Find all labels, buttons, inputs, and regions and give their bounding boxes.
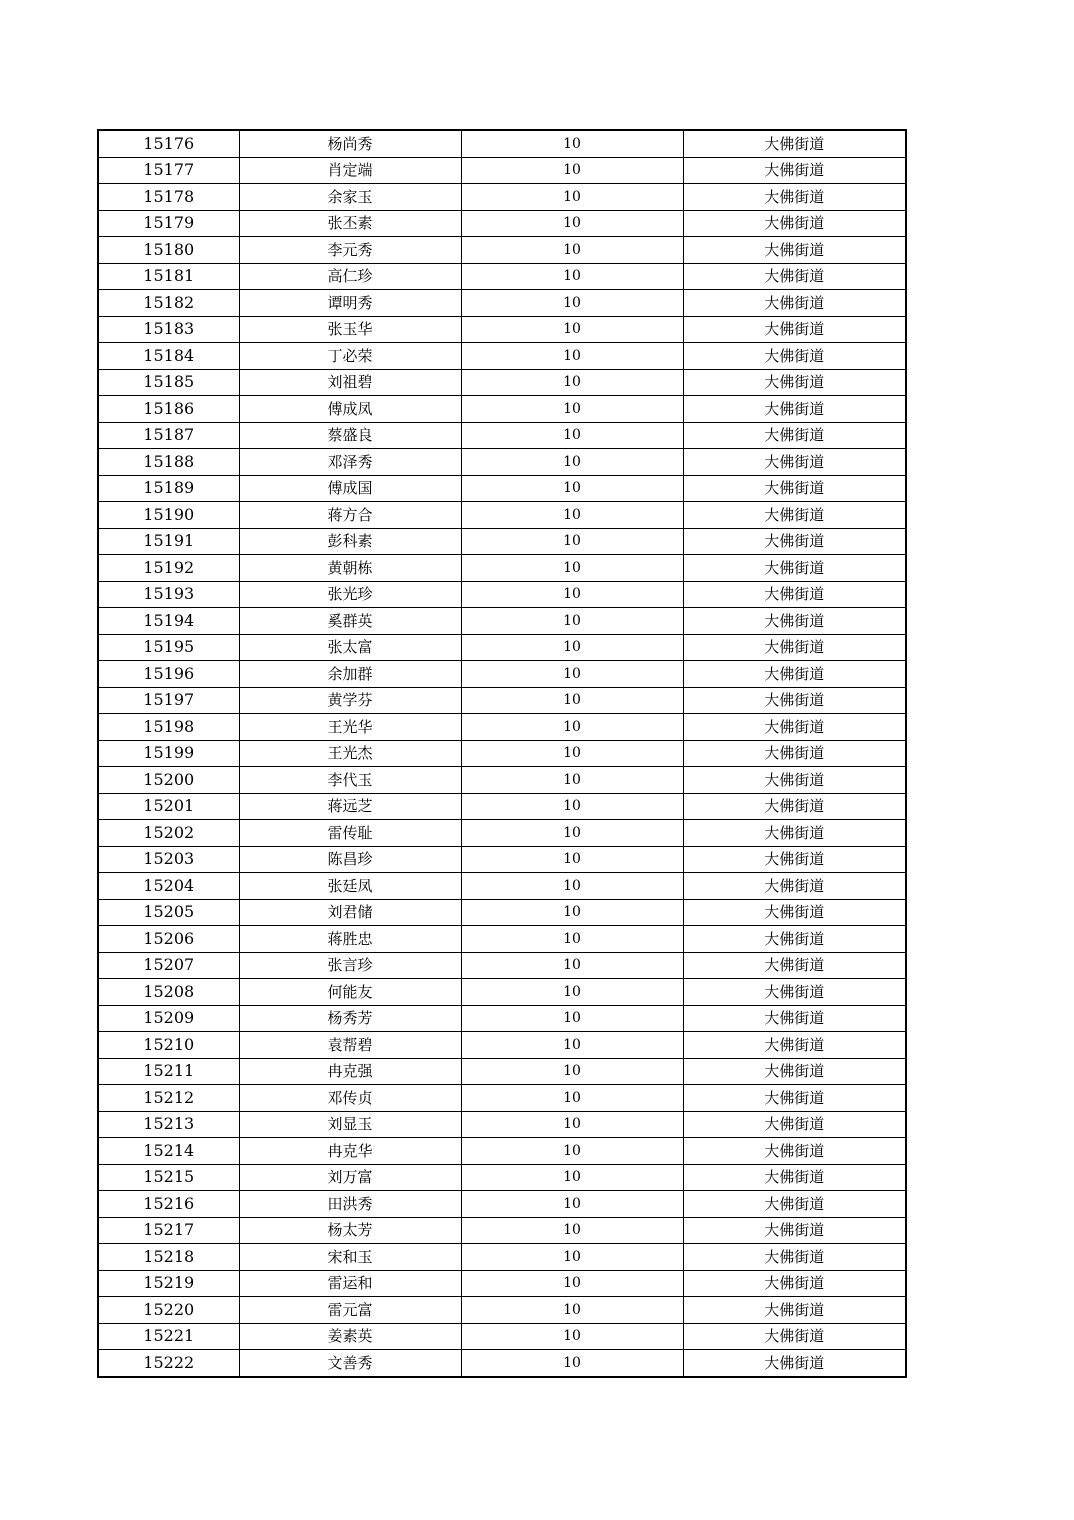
record-id-cell: 15188 [98, 449, 239, 476]
record-id-cell: 15198 [98, 714, 239, 741]
table-row [98, 873, 906, 900]
table-row [98, 714, 906, 741]
street-cell: 大佛街道 [683, 502, 906, 529]
street-cell: 大佛街道 [683, 210, 906, 237]
record-id-cell: 15219 [98, 1270, 239, 1297]
table-row [98, 343, 906, 370]
table-row [98, 1270, 906, 1297]
person-name-cell: 冉克强 [239, 1058, 461, 1085]
table-row [98, 210, 906, 237]
amount-cell: 10 [461, 952, 683, 979]
street-cell: 大佛街道 [683, 1217, 906, 1244]
table-row [98, 1217, 906, 1244]
person-name-cell: 邓传贞 [239, 1085, 461, 1112]
street-cell: 大佛街道 [683, 820, 906, 847]
record-id-cell: 15195 [98, 634, 239, 661]
table-row [98, 634, 906, 661]
table-row [98, 1005, 906, 1032]
record-id-cell: 15187 [98, 422, 239, 449]
amount-cell: 10 [461, 661, 683, 688]
amount-cell: 10 [461, 1138, 683, 1165]
record-id-cell: 15212 [98, 1085, 239, 1112]
table-row [98, 926, 906, 953]
table-row [98, 396, 906, 423]
street-cell: 大佛街道 [683, 396, 906, 423]
record-id-cell: 15181 [98, 263, 239, 290]
record-id-cell: 15222 [98, 1350, 239, 1377]
table-row [98, 1350, 906, 1377]
amount-cell: 10 [461, 793, 683, 820]
record-id-cell: 15220 [98, 1297, 239, 1324]
records-table-body [98, 130, 906, 1377]
person-name-cell: 文善秀 [239, 1350, 461, 1377]
person-name-cell: 田洪秀 [239, 1191, 461, 1218]
person-name-cell: 杨太芳 [239, 1217, 461, 1244]
record-id-cell: 15208 [98, 979, 239, 1006]
table-row [98, 767, 906, 794]
amount-cell: 10 [461, 740, 683, 767]
record-id-cell: 15189 [98, 475, 239, 502]
person-name-cell: 张言珍 [239, 952, 461, 979]
amount-cell: 10 [461, 422, 683, 449]
street-cell: 大佛街道 [683, 237, 906, 264]
amount-cell: 10 [461, 502, 683, 529]
person-name-cell: 张光珍 [239, 581, 461, 608]
amount-cell: 10 [461, 926, 683, 953]
amount-cell: 10 [461, 1217, 683, 1244]
record-id-cell: 15204 [98, 873, 239, 900]
amount-cell: 10 [461, 290, 683, 317]
amount-cell: 10 [461, 820, 683, 847]
person-name-cell: 王光杰 [239, 740, 461, 767]
table-row [98, 1111, 906, 1138]
person-name-cell: 丁必荣 [239, 343, 461, 370]
person-name-cell: 李代玉 [239, 767, 461, 794]
amount-cell: 10 [461, 1323, 683, 1350]
person-name-cell: 余家玉 [239, 184, 461, 211]
record-id-cell: 15183 [98, 316, 239, 343]
person-name-cell: 雷运和 [239, 1270, 461, 1297]
record-id-cell: 15196 [98, 661, 239, 688]
person-name-cell: 高仁珍 [239, 263, 461, 290]
person-name-cell: 李元秀 [239, 237, 461, 264]
person-name-cell: 宋和玉 [239, 1244, 461, 1271]
person-name-cell: 张玉华 [239, 316, 461, 343]
street-cell: 大佛街道 [683, 1323, 906, 1350]
record-id-cell: 15203 [98, 846, 239, 873]
table-row [98, 475, 906, 502]
person-name-cell: 冉克华 [239, 1138, 461, 1165]
table-row [98, 502, 906, 529]
person-name-cell: 傅成国 [239, 475, 461, 502]
street-cell: 大佛街道 [683, 767, 906, 794]
street-cell: 大佛街道 [683, 369, 906, 396]
amount-cell: 10 [461, 1270, 683, 1297]
person-name-cell: 雷传耻 [239, 820, 461, 847]
table-row [98, 184, 906, 211]
street-cell: 大佛街道 [683, 184, 906, 211]
record-id-cell: 15182 [98, 290, 239, 317]
street-cell: 大佛街道 [683, 979, 906, 1006]
street-cell: 大佛街道 [683, 316, 906, 343]
street-cell: 大佛街道 [683, 846, 906, 873]
person-name-cell: 谭明秀 [239, 290, 461, 317]
record-id-cell: 15186 [98, 396, 239, 423]
table-row [98, 793, 906, 820]
street-cell: 大佛街道 [683, 952, 906, 979]
record-id-cell: 15185 [98, 369, 239, 396]
amount-cell: 10 [461, 263, 683, 290]
person-name-cell: 杨尚秀 [239, 130, 461, 157]
amount-cell: 10 [461, 846, 683, 873]
record-id-cell: 15194 [98, 608, 239, 635]
person-name-cell: 袁帮碧 [239, 1032, 461, 1059]
amount-cell: 10 [461, 634, 683, 661]
table-row [98, 290, 906, 317]
record-id-cell: 15179 [98, 210, 239, 237]
record-id-cell: 15197 [98, 687, 239, 714]
record-id-cell: 15218 [98, 1244, 239, 1271]
street-cell: 大佛街道 [683, 661, 906, 688]
record-id-cell: 15184 [98, 343, 239, 370]
amount-cell: 10 [461, 555, 683, 582]
person-name-cell: 张丕素 [239, 210, 461, 237]
street-cell: 大佛街道 [683, 714, 906, 741]
street-cell: 大佛街道 [683, 1244, 906, 1271]
street-cell: 大佛街道 [683, 1111, 906, 1138]
street-cell: 大佛街道 [683, 608, 906, 635]
person-name-cell: 雷元富 [239, 1297, 461, 1324]
table-row [98, 555, 906, 582]
table-row [98, 740, 906, 767]
person-name-cell: 彭科素 [239, 528, 461, 555]
person-name-cell: 蒋远芝 [239, 793, 461, 820]
record-id-cell: 15215 [98, 1164, 239, 1191]
street-cell: 大佛街道 [683, 475, 906, 502]
record-id-cell: 15213 [98, 1111, 239, 1138]
record-id-cell: 15217 [98, 1217, 239, 1244]
record-id-cell: 15202 [98, 820, 239, 847]
table-row [98, 846, 906, 873]
table-row [98, 316, 906, 343]
amount-cell: 10 [461, 608, 683, 635]
street-cell: 大佛街道 [683, 740, 906, 767]
person-name-cell: 黄学芬 [239, 687, 461, 714]
street-cell: 大佛街道 [683, 1058, 906, 1085]
person-name-cell: 刘显玉 [239, 1111, 461, 1138]
street-cell: 大佛街道 [683, 528, 906, 555]
amount-cell: 10 [461, 343, 683, 370]
street-cell: 大佛街道 [683, 1138, 906, 1165]
amount-cell: 10 [461, 581, 683, 608]
person-name-cell: 奚群英 [239, 608, 461, 635]
amount-cell: 10 [461, 130, 683, 157]
record-id-cell: 15205 [98, 899, 239, 926]
amount-cell: 10 [461, 316, 683, 343]
street-cell: 大佛街道 [683, 555, 906, 582]
record-id-cell: 15209 [98, 1005, 239, 1032]
amount-cell: 10 [461, 1191, 683, 1218]
person-name-cell: 刘君储 [239, 899, 461, 926]
record-id-cell: 15177 [98, 157, 239, 184]
amount-cell: 10 [461, 767, 683, 794]
amount-cell: 10 [461, 184, 683, 211]
table-row [98, 1244, 906, 1271]
record-id-cell: 15193 [98, 581, 239, 608]
record-id-cell: 15206 [98, 926, 239, 953]
table-row [98, 979, 906, 1006]
amount-cell: 10 [461, 1244, 683, 1271]
street-cell: 大佛街道 [683, 634, 906, 661]
table-row [98, 952, 906, 979]
table-row [98, 581, 906, 608]
table-row [98, 1164, 906, 1191]
street-cell: 大佛街道 [683, 1297, 906, 1324]
street-cell: 大佛街道 [683, 1191, 906, 1218]
amount-cell: 10 [461, 1032, 683, 1059]
street-cell: 大佛街道 [683, 130, 906, 157]
record-id-cell: 15180 [98, 237, 239, 264]
amount-cell: 10 [461, 210, 683, 237]
amount-cell: 10 [461, 873, 683, 900]
amount-cell: 10 [461, 528, 683, 555]
table-row [98, 1138, 906, 1165]
table-row [98, 237, 906, 264]
record-id-cell: 15200 [98, 767, 239, 794]
amount-cell: 10 [461, 687, 683, 714]
table-row [98, 528, 906, 555]
street-cell: 大佛街道 [683, 687, 906, 714]
record-id-cell: 15191 [98, 528, 239, 555]
street-cell: 大佛街道 [683, 1085, 906, 1112]
record-id-cell: 15210 [98, 1032, 239, 1059]
person-name-cell: 邓泽秀 [239, 449, 461, 476]
table-row [98, 369, 906, 396]
amount-cell: 10 [461, 1164, 683, 1191]
table-row [98, 820, 906, 847]
table-row [98, 1323, 906, 1350]
street-cell: 大佛街道 [683, 157, 906, 184]
amount-cell: 10 [461, 369, 683, 396]
person-name-cell: 余加群 [239, 661, 461, 688]
table-row [98, 1297, 906, 1324]
record-id-cell: 15216 [98, 1191, 239, 1218]
table-row [98, 157, 906, 184]
table-row [98, 899, 906, 926]
record-id-cell: 15221 [98, 1323, 239, 1350]
street-cell: 大佛街道 [683, 422, 906, 449]
person-name-cell: 蒋方合 [239, 502, 461, 529]
street-cell: 大佛街道 [683, 1270, 906, 1297]
person-name-cell: 刘祖碧 [239, 369, 461, 396]
record-id-cell: 15201 [98, 793, 239, 820]
amount-cell: 10 [461, 1005, 683, 1032]
person-name-cell: 姜素英 [239, 1323, 461, 1350]
person-name-cell: 陈昌珍 [239, 846, 461, 873]
amount-cell: 10 [461, 237, 683, 264]
records-table [97, 129, 907, 1378]
amount-cell: 10 [461, 1111, 683, 1138]
street-cell: 大佛街道 [683, 873, 906, 900]
street-cell: 大佛街道 [683, 449, 906, 476]
person-name-cell: 张廷凤 [239, 873, 461, 900]
record-id-cell: 15178 [98, 184, 239, 211]
table-row [98, 661, 906, 688]
table-row [98, 422, 906, 449]
table-row [98, 263, 906, 290]
record-id-cell: 15176 [98, 130, 239, 157]
street-cell: 大佛街道 [683, 581, 906, 608]
amount-cell: 10 [461, 1297, 683, 1324]
street-cell: 大佛街道 [683, 263, 906, 290]
person-name-cell: 肖定端 [239, 157, 461, 184]
amount-cell: 10 [461, 1350, 683, 1377]
street-cell: 大佛街道 [683, 899, 906, 926]
street-cell: 大佛街道 [683, 1032, 906, 1059]
record-id-cell: 15199 [98, 740, 239, 767]
person-name-cell: 刘万富 [239, 1164, 461, 1191]
amount-cell: 10 [461, 475, 683, 502]
table-row [98, 130, 906, 157]
amount-cell: 10 [461, 1085, 683, 1112]
street-cell: 大佛街道 [683, 926, 906, 953]
record-id-cell: 15214 [98, 1138, 239, 1165]
person-name-cell: 何能友 [239, 979, 461, 1006]
amount-cell: 10 [461, 979, 683, 1006]
table-row [98, 608, 906, 635]
person-name-cell: 黄朝栋 [239, 555, 461, 582]
record-id-cell: 15211 [98, 1058, 239, 1085]
record-id-cell: 15192 [98, 555, 239, 582]
table-row [98, 1032, 906, 1059]
amount-cell: 10 [461, 396, 683, 423]
person-name-cell: 蔡盛良 [239, 422, 461, 449]
table-row [98, 449, 906, 476]
table-row [98, 1058, 906, 1085]
amount-cell: 10 [461, 449, 683, 476]
street-cell: 大佛街道 [683, 1350, 906, 1377]
table-row [98, 687, 906, 714]
table-row [98, 1085, 906, 1112]
street-cell: 大佛街道 [683, 1005, 906, 1032]
amount-cell: 10 [461, 1058, 683, 1085]
amount-cell: 10 [461, 157, 683, 184]
record-id-cell: 15207 [98, 952, 239, 979]
street-cell: 大佛街道 [683, 343, 906, 370]
person-name-cell: 傅成凤 [239, 396, 461, 423]
person-name-cell: 蒋胜忠 [239, 926, 461, 953]
street-cell: 大佛街道 [683, 793, 906, 820]
street-cell: 大佛街道 [683, 290, 906, 317]
record-id-cell: 15190 [98, 502, 239, 529]
table-row [98, 1191, 906, 1218]
street-cell: 大佛街道 [683, 1164, 906, 1191]
amount-cell: 10 [461, 899, 683, 926]
person-name-cell: 杨秀芳 [239, 1005, 461, 1032]
person-name-cell: 王光华 [239, 714, 461, 741]
person-name-cell: 张太富 [239, 634, 461, 661]
amount-cell: 10 [461, 714, 683, 741]
